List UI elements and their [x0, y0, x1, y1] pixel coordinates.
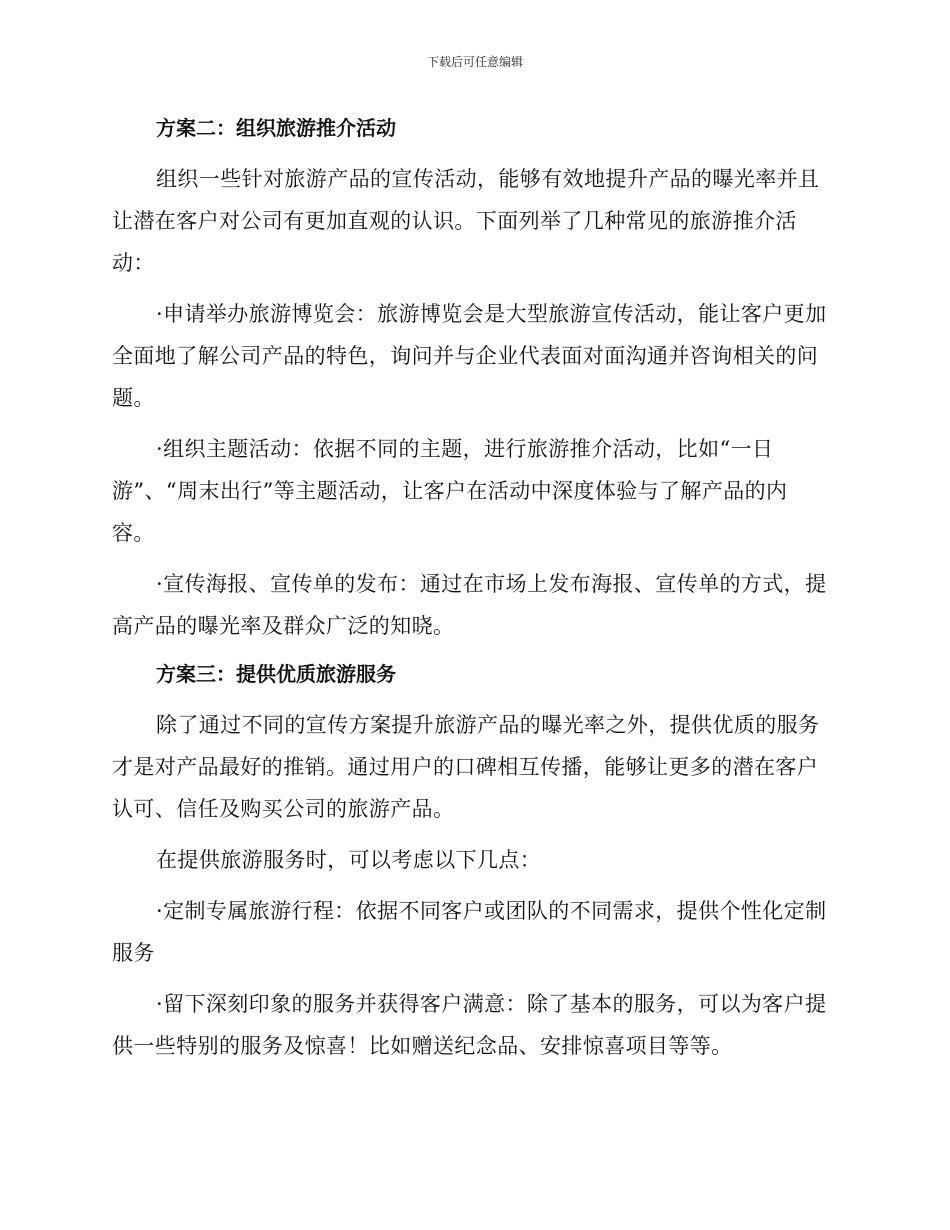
paragraph-intro: 组织一些针对旅游产品的宣传活动，能够有效地提升产品的曝光率并且让潜在客户对公司有更加直观的认识。下面列举了几种常见的旅游推介活动：: [112, 167, 820, 275]
bullet-custom-itinerary: ·定制专属旅游行程：依据不同客户或团队的不同需求，提供个性化定制服务: [112, 899, 827, 965]
section-heading-plan-three: 方案三：提供优质旅游服务: [156, 662, 396, 686]
bullet-expo: ·申请举办旅游博览会：旅游博览会是大型旅游宣传活动，能让客户更加全面地了解公司产品的特色，询问并与企业代表面对面沟通并咨询相关的问题。: [112, 302, 827, 410]
bullet-posters: ·宣传海报、宣传单的发布：通过在市场上发布海报、宣传单的方式，提高产品的曝光率及群众广泛的知晓。: [112, 572, 827, 638]
paragraph-service-points: 在提供旅游服务时，可以考虑以下几点：: [156, 848, 542, 872]
bullet-surprise-service: ·留下深刻印象的服务并获得客户满意：除了基本的服务，可以为客户提供一些特别的服务及惊喜！比如赠送纪念品、安排惊喜项目等等。: [112, 992, 827, 1058]
bullet-theme-activity: ·组织主题活动：依据不同的主题，进行旅游推介活动，比如“一日游”、“周末出行”等主题活动，让客户在活动中深度体验与了解产品的内容。: [112, 437, 788, 545]
section-heading-plan-two: 方案二：组织旅游推介活动: [156, 116, 396, 140]
page-header: 下载后可任意编辑: [426, 55, 523, 69]
document-body: [112, 110, 830, 1076]
paragraph-service-intro: 除了通过不同的宣传方案提升旅游产品的曝光率之外，提供优质的服务才是对产品最好的推销。通过用户的口碑相互传播，能够让更多的潜在客户认可、信任及购买公司的旅游产品。: [112, 713, 820, 821]
